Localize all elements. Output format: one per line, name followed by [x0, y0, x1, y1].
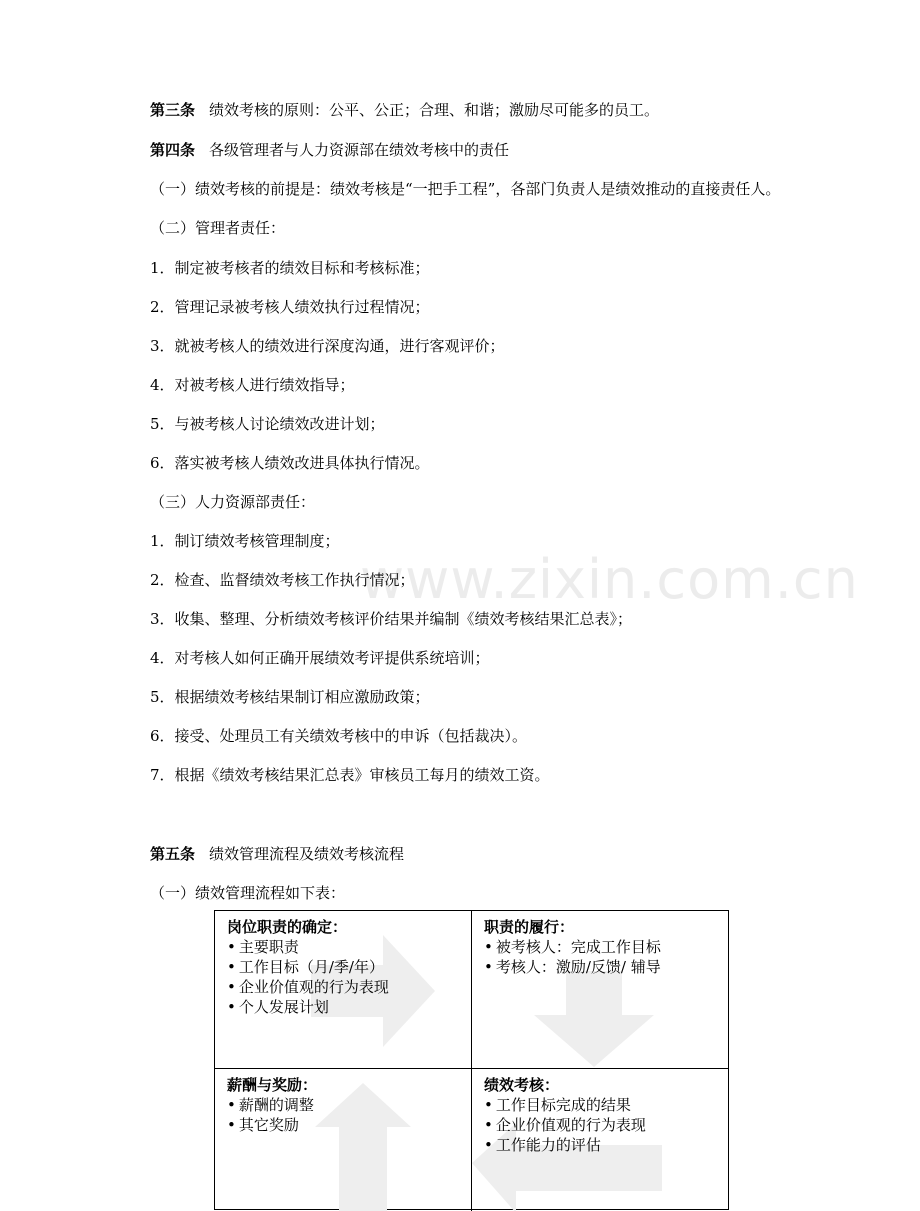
- list-item: 2．管理记录被考核人绩效执行过程情况；: [150, 298, 430, 316]
- list-item: • 考核人：激励/反馈/ 辅导: [484, 957, 716, 977]
- flow-cell-list: [227, 937, 459, 1017]
- flow-cell-title: 职责的履行：: [484, 918, 575, 936]
- paragraph-line: （二）管理者责任：: [150, 219, 286, 237]
- article-text: 绩效管理流程及绩效考核流程: [209, 845, 405, 863]
- list-item: 5．根据绩效考核结果制订相应激励政策；: [150, 688, 430, 706]
- flow-cell-list: [484, 937, 716, 977]
- list-item: 3．收集、整理、分析绩效考核评价结果并编制《绩效考核结果汇总表》；: [150, 610, 633, 628]
- list-item: 4．对考核人如何正确开展绩效考评提供系统培训；: [150, 649, 490, 667]
- flow-cell-title: 岗位职责的确定：: [227, 918, 348, 936]
- article-3: [150, 100, 659, 120]
- arrow-down-icon: [534, 971, 654, 1067]
- list-item: 6．接受、处理员工有关绩效考核中的申诉（包括裁决）。: [150, 727, 528, 745]
- flow-cell-job-duties: [215, 911, 472, 1069]
- watermark: www.zixin.com.cn: [360, 548, 859, 611]
- list-item: • 企业价值观的行为表现: [227, 977, 459, 997]
- flow-cell-title: 绩效考核：: [484, 1076, 560, 1094]
- paragraph-line: （一）绩效考核的前提是：绩效考核是“一把手工程”，各部门负责人是绩效推动的直接责任人。: [150, 180, 781, 198]
- performance-flow-table: [214, 910, 729, 1210]
- list-item: • 薪酬的调整: [227, 1095, 459, 1115]
- article-4: [150, 140, 509, 160]
- article-number: 第三条: [150, 101, 196, 119]
- flow-cell-title: 薪酬与奖励：: [227, 1076, 318, 1094]
- flow-cell-list: [227, 1095, 459, 1135]
- paragraph-line: （三）人力资源部责任：: [150, 493, 316, 511]
- list-item: 2．检查、监督绩效考核工作执行情况；: [150, 571, 415, 589]
- list-item: • 工作目标（月/季/年）: [227, 957, 459, 977]
- list-item: • 其它奖励: [227, 1115, 459, 1135]
- list-item: • 工作目标完成的结果: [484, 1095, 716, 1115]
- flow-cell-compensation: [215, 1069, 472, 1211]
- list-item: 6．落实被考核人绩效改进具体执行情况。: [150, 454, 430, 472]
- list-item: • 被考核人：完成工作目标: [484, 937, 716, 957]
- article-number: 第五条: [150, 845, 196, 863]
- list-item: 7．根据《绩效考核结果汇总表》审核员工每月的绩效工资。: [150, 766, 550, 784]
- list-item: • 工作能力的评估: [484, 1135, 716, 1155]
- flow-cell-duty-performance: [472, 911, 728, 1069]
- list-item: • 企业价值观的行为表现: [484, 1115, 716, 1135]
- list-item: • 个人发展计划: [227, 997, 459, 1017]
- article-number: 第四条: [150, 141, 196, 159]
- article-text: 各级管理者与人力资源部在绩效考核中的责任: [209, 141, 510, 159]
- list-item: 5．与被考核人讨论绩效改进计划；: [150, 415, 385, 433]
- article-text: 绩效考核的原则：公平、公正；合理、和谐；激励尽可能多的员工。: [209, 101, 660, 119]
- paragraph-line: （一）绩效管理流程如下表：: [150, 884, 346, 902]
- list-item: 1．制订绩效考核管理制度；: [150, 532, 340, 550]
- list-item: 4．对被考核人进行绩效指导；: [150, 376, 355, 394]
- list-item: • 主要职责: [227, 937, 459, 957]
- list-item: 1．制定被考核者的绩效目标和考核标准；: [150, 259, 430, 277]
- article-5: [150, 844, 404, 864]
- flow-cell-list: [484, 1095, 716, 1155]
- flow-cell-performance-review: [472, 1069, 728, 1211]
- list-item: 3．就被考核人的绩效进行深度沟通，进行客观评价；: [150, 337, 505, 355]
